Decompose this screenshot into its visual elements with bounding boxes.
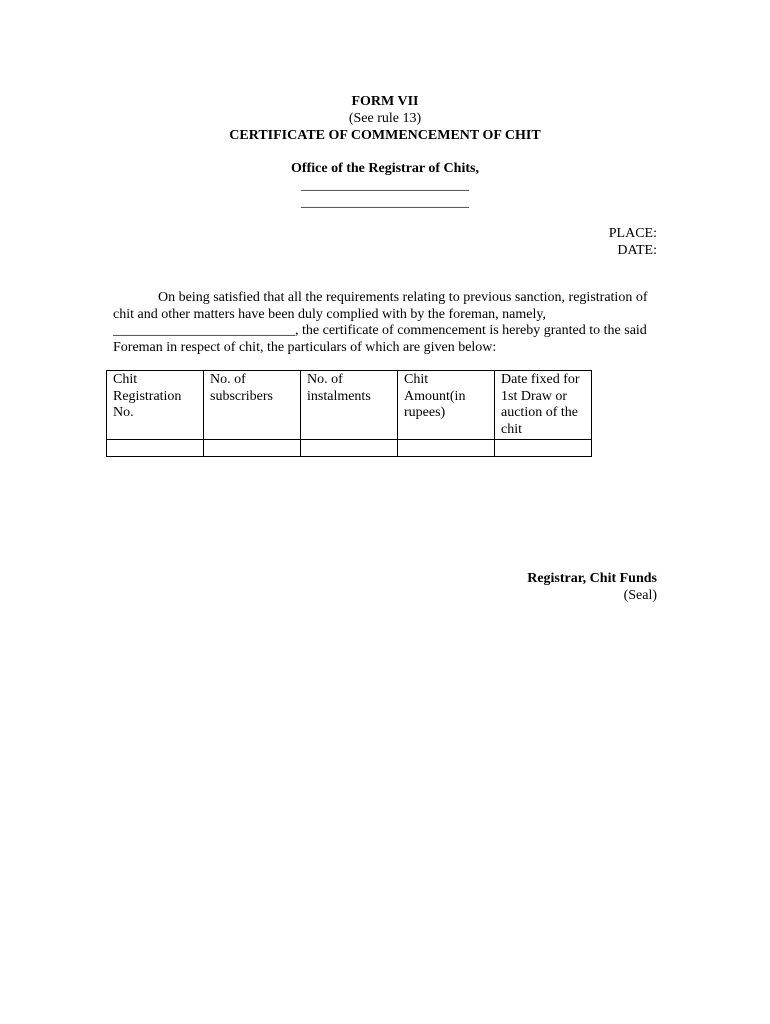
table-cell	[398, 440, 495, 457]
office-block	[0, 160, 770, 211]
table-cell	[107, 440, 204, 457]
certificate-title: CERTIFICATE OF COMMENCEMENT OF CHIT	[229, 128, 541, 143]
certificate-paragraph	[113, 290, 658, 356]
form-heading	[0, 93, 770, 144]
place-date-block	[609, 225, 657, 259]
table-cell	[301, 440, 398, 457]
office-title: Office of the Registrar of Chits,	[291, 161, 479, 176]
table-header-row	[107, 371, 592, 440]
header-registration-no: Chit Registration No.	[107, 371, 204, 440]
paragraph-line-3: __________________________, the certificate of commencement is hereby granted to the said	[113, 323, 647, 338]
header-subscribers: No. of subscribers	[204, 371, 301, 440]
header-draw-date: Date fixed for 1st Draw or auction of the chit	[495, 371, 592, 440]
rule-reference: (See rule 13)	[348, 111, 422, 126]
signature-block	[527, 570, 657, 604]
office-blank-line-1: ________________________	[301, 178, 469, 193]
header-chit-amount: Chit Amount(in rupees)	[398, 371, 495, 440]
header-instalments: No. of instalments	[301, 371, 398, 440]
paragraph-line-2: chit and other matters have been duly complied with by the foreman, namely,	[113, 306, 546, 322]
place-label: PLACE:	[608, 226, 657, 241]
date-label: DATE:	[617, 243, 657, 258]
table-cell	[495, 440, 592, 457]
form-title: FORM VII	[351, 94, 419, 109]
office-blank-line-2: ________________________	[301, 195, 469, 210]
table-row	[107, 440, 592, 457]
table-cell	[204, 440, 301, 457]
paragraph-line-4: Foreman in respect of chit, the particulars of which are given below:	[113, 339, 497, 355]
paragraph-line-1: On being satisfied that all the requirements relating to previous sanction, registration of	[158, 290, 648, 305]
seal-label: (Seal)	[623, 588, 657, 603]
registrar-title: Registrar, Chit Funds	[527, 571, 657, 586]
chit-particulars-table	[106, 370, 592, 457]
